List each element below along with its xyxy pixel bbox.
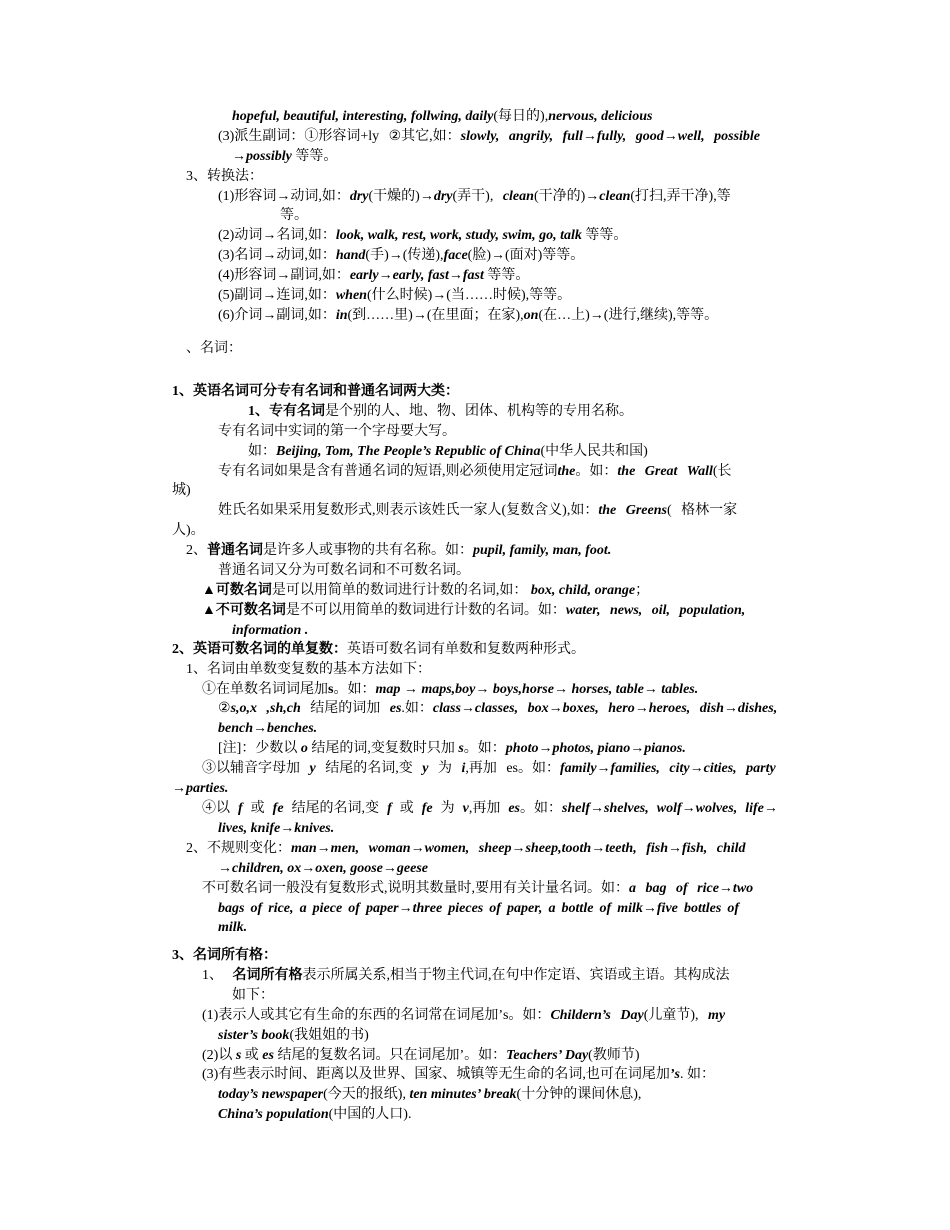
text-line	[232, 622, 308, 640]
text-line	[218, 423, 456, 441]
text-run: . 如：	[679, 1067, 715, 1082]
text-run: ,再加 es。如：	[465, 761, 560, 776]
text-line	[202, 800, 778, 818]
text-run: (干净的)→	[533, 189, 600, 204]
text-run: (教师节)	[588, 1048, 640, 1063]
text-run: 2、	[186, 543, 207, 558]
text-run: ③以辅音字母加	[202, 761, 310, 776]
text-run: es	[508, 801, 521, 816]
text-run: (到……里)→(在里面；在家),	[347, 308, 524, 323]
text-run: map → maps,boy→ boys,horse→ horses, table→ tables.	[375, 682, 699, 697]
text-run: (手)→(传递),	[365, 248, 444, 263]
text-run: (什么时候)→(当……时候),等等。	[366, 288, 572, 303]
text-run: 3、名词所有格：	[172, 948, 277, 963]
text-run: (今天的报纸),	[323, 1087, 410, 1102]
text-line	[218, 860, 428, 878]
text-run: (我姐姐的书)	[289, 1028, 369, 1043]
text-run: early→early, fast→fast	[349, 268, 484, 283]
text-line	[186, 542, 611, 560]
text-run: (5)副词→连词,如：	[218, 288, 336, 303]
text-line	[218, 562, 470, 580]
text-run: my	[708, 1008, 726, 1023]
text-line	[218, 700, 777, 718]
text-run: 1、	[202, 968, 233, 983]
text-line	[186, 840, 746, 858]
text-line	[202, 681, 698, 699]
text-run: fe	[272, 801, 284, 816]
text-run: 或	[242, 801, 273, 816]
text-run: photo→photos, piano→pianos.	[505, 741, 686, 756]
text-run: (中华人民共和国)	[540, 444, 648, 459]
text-run: ,再加	[468, 801, 509, 816]
text-run: ▲不可数名词	[202, 603, 286, 618]
text-run: 城)	[172, 483, 191, 498]
text-run: v	[462, 801, 469, 816]
text-run: (1)形容词→动词,如：	[218, 189, 350, 204]
text-run: look, walk, rest, work, study, swim, go, talk	[335, 228, 582, 243]
text-run: shelf→shelves, wolf→wolves, life→	[562, 801, 778, 816]
text-run: 表示所属关系,相当于物主代词,在句中作定语、宾语或主语。其构成法	[302, 968, 730, 983]
text-run: 结尾的名词,变	[283, 801, 388, 816]
text-run: o	[300, 741, 308, 756]
text-run: 等等。	[483, 268, 530, 283]
text-run: milk.	[218, 920, 248, 935]
text-line	[202, 967, 730, 985]
text-run: .如：	[401, 701, 433, 716]
text-run: (在…上)→(进行,继续),等等。	[538, 308, 719, 323]
text-run: family→families, city→cities, party	[560, 761, 776, 776]
text-run: 如下：	[232, 988, 274, 1003]
text-run: 1、名词由单数变复数的基本方法如下：	[186, 662, 431, 677]
text-run: 。如：	[463, 741, 506, 756]
text-run: 姓氏名如果采用复数形式,则表示该姓氏一家人(复数含义),如：	[218, 503, 599, 518]
text-run: 专有名词如果是含有普通名词的短语,则必须使用定冠词	[218, 464, 558, 479]
text-run: slowly, angrily, full→fully, good→well, possible	[460, 129, 761, 144]
text-run: class→classes, box→boxes, hero→heroes, dish→dishes,	[432, 701, 778, 716]
text-run: the	[557, 464, 576, 479]
text-run: lives, knife→knives.	[218, 821, 335, 836]
text-run: bags of rice, a piece of paper→three pieces of paper, a bottle of milk→five bottles of	[218, 901, 740, 916]
text-run: (十分钟的课间休息),	[516, 1087, 642, 1102]
text-line	[218, 1086, 641, 1104]
text-line	[218, 502, 737, 520]
text-line	[172, 522, 205, 540]
text-run: a bag of rice→two	[629, 881, 754, 896]
text-run: (脸)→(面对)等等。	[467, 248, 585, 263]
text-run: [注]：少数以	[218, 741, 301, 756]
text-run: (打扫,弄干净),等	[630, 189, 731, 204]
text-run: s,o,x ,sh,ch	[230, 701, 301, 716]
text-line	[186, 340, 242, 358]
text-line	[218, 287, 571, 305]
text-run: s	[328, 682, 334, 697]
text-run: Childern’s Day	[550, 1008, 644, 1023]
text-line	[202, 582, 649, 600]
text-run: (干燥的)→	[368, 189, 434, 204]
text-run: f	[238, 801, 243, 816]
text-run: face	[443, 248, 468, 263]
text-run: 普通名词又分为可数名词和不可数名词。	[218, 563, 470, 578]
text-run: the Greens	[598, 503, 667, 518]
text-run: in	[335, 308, 348, 323]
text-run: information .	[232, 623, 309, 638]
text-line	[172, 780, 228, 798]
text-run: 3、转换法：	[186, 169, 263, 184]
text-run: i	[461, 761, 466, 776]
text-run: (6)介词→副词,如：	[218, 308, 336, 323]
text-run: 或	[241, 1048, 263, 1063]
text-line	[186, 168, 263, 186]
text-line	[202, 1066, 715, 1084]
text-line	[172, 641, 585, 659]
text-run: 2、英语可数名词的单复数：	[172, 642, 347, 657]
text-run: 人)。	[172, 523, 205, 538]
text-run: (长	[712, 464, 732, 479]
text-line	[202, 760, 776, 778]
text-line	[218, 247, 584, 265]
text-line	[186, 661, 431, 679]
text-run: bench→benches.	[218, 721, 318, 736]
text-run: clean	[502, 189, 534, 204]
text-line	[218, 720, 317, 738]
text-run: Beijing, Tom, The People’s Republic of China	[276, 444, 541, 459]
text-line	[202, 1007, 725, 1025]
text-run: ①在单数名词词尾加	[202, 682, 328, 697]
text-run: 为	[428, 761, 462, 776]
text-run: when	[335, 288, 367, 303]
text-line	[218, 307, 718, 325]
text-run: 专有名词中实词的第一个字母要大写。	[218, 424, 456, 439]
text-run: the Great Wall	[617, 464, 713, 479]
text-run: s	[458, 741, 464, 756]
text-line	[232, 987, 274, 1005]
text-run: 结尾的名词,变	[315, 761, 423, 776]
text-line	[218, 267, 529, 285]
text-line	[218, 919, 247, 937]
text-run: ④以	[202, 801, 238, 816]
text-run: 1、专有名词	[248, 404, 325, 419]
text-line	[172, 947, 277, 965]
text-line	[218, 820, 334, 838]
text-line	[218, 188, 731, 206]
text-run: 是不可以用简单的数词进行计数的名词。如：	[285, 603, 566, 618]
text-run: (弄干),	[452, 189, 503, 204]
text-run: 是许多人或事物的共有名称。如：	[263, 543, 473, 558]
text-line	[202, 1047, 640, 1065]
text-run: →children, ox→oxen, goose→geese	[218, 861, 428, 876]
text-run: ’s	[669, 1067, 680, 1082]
text-line	[232, 148, 337, 166]
text-run: nervous, delicious	[548, 109, 653, 124]
text-run: dry	[349, 189, 369, 204]
text-run: s	[235, 1048, 242, 1063]
text-run: hopeful,	[232, 109, 280, 124]
text-run: (3)派生副词：①形容词+ly ②其它,如：	[218, 129, 461, 144]
text-run: 名词所有格	[232, 968, 303, 983]
text-run: 普通名词	[207, 543, 263, 558]
text-run: sister’s book	[218, 1028, 290, 1043]
text-run: (儿童节),	[643, 1008, 709, 1023]
text-line	[218, 740, 686, 758]
text-run: Teachers’ Day	[506, 1048, 589, 1063]
text-run: es	[262, 1048, 274, 1063]
text-run: today’s newspaper	[218, 1087, 324, 1102]
text-run: (2)以	[202, 1048, 236, 1063]
text-run: dry	[433, 189, 453, 204]
text-run: 是个别的人、地、物、团体、机构等的专用名称。	[325, 404, 633, 419]
text-line	[172, 482, 191, 500]
text-run: ten minutes’ break	[409, 1087, 517, 1102]
text-run: ( 格林一家	[666, 503, 738, 518]
text-line	[218, 463, 732, 481]
text-run: 1、英语名词可分专有名词和普通名词两大类：	[172, 384, 459, 399]
text-run: (每日的),	[493, 109, 549, 124]
text-run: pupil, family, man, foot.	[473, 543, 612, 558]
text-run: 。如：	[520, 801, 563, 816]
text-run: 。如：	[575, 464, 618, 479]
text-run: (1)表示人或其它有生命的东西的名词常在词尾加’s。如：	[202, 1008, 551, 1023]
text-run: es	[389, 701, 402, 716]
text-run: box, child, orange	[530, 583, 636, 598]
text-run: on	[523, 308, 539, 323]
text-line	[218, 1027, 369, 1045]
text-run: ；	[635, 583, 650, 598]
text-run: 如：	[248, 444, 276, 459]
text-run: (3)有些表示时间、距离以及世界、国家、城镇等无生命的名词,也可在词尾加	[202, 1067, 670, 1082]
text-run: 或	[391, 801, 422, 816]
text-run: hand	[335, 248, 366, 263]
text-run: (中国的人口).	[328, 1107, 412, 1122]
text-line	[280, 207, 308, 225]
text-run: 为	[432, 801, 463, 816]
text-line	[172, 383, 459, 401]
text-run: 等等。	[291, 149, 338, 164]
text-line	[232, 108, 652, 126]
text-run: fe	[421, 801, 433, 816]
text-run: 结尾的词加	[300, 701, 390, 716]
text-run: ②	[218, 701, 231, 716]
text-run: clean	[599, 189, 631, 204]
text-run: ▲可数名词	[202, 583, 272, 598]
text-line	[248, 403, 633, 421]
text-run: 2、不规则变化：	[186, 841, 291, 856]
text-run: 等。	[280, 208, 308, 223]
text-run: 、名词：	[186, 341, 242, 356]
text-run: f	[387, 801, 392, 816]
text-line	[218, 227, 627, 245]
text-run: 等等。	[581, 228, 628, 243]
text-run: y	[422, 761, 429, 776]
text-run: 是可以用简单的数词进行计数的名词,如：	[271, 583, 531, 598]
text-line	[218, 1106, 411, 1124]
text-run: y	[309, 761, 316, 776]
text-run: 结尾的复数名词。只在词尾加’。如：	[273, 1048, 507, 1063]
text-line	[248, 443, 648, 461]
text-run: (2)动词→名词,如：	[218, 228, 336, 243]
text-line	[218, 128, 760, 146]
text-run: man→men, woman→women, sheep→sheep,tooth→teeth, fish→fish, child	[291, 841, 746, 856]
text-run: China’s population	[218, 1107, 329, 1122]
text-run: →possibly	[232, 149, 292, 164]
text-run: beautiful, interesting, follwing, daily	[283, 109, 494, 124]
text-line	[202, 880, 753, 898]
text-run: →parties.	[172, 781, 229, 796]
text-run: (4)形容词→副词,如：	[218, 268, 350, 283]
text-run: 英语可数名词有单数和复数两种形式。	[347, 642, 585, 657]
text-line	[218, 900, 739, 918]
text-line	[202, 602, 745, 620]
text-run: (3)名词→动词,如：	[218, 248, 336, 263]
text-run: 结尾的词,变复数时只加	[307, 741, 459, 756]
text-run: 。如：	[333, 682, 376, 697]
text-run: 不可数名词一般没有复数形式,说明其数量时,要用有关计量名词。如：	[202, 881, 629, 896]
text-run: water, news, oil, population,	[565, 603, 746, 618]
